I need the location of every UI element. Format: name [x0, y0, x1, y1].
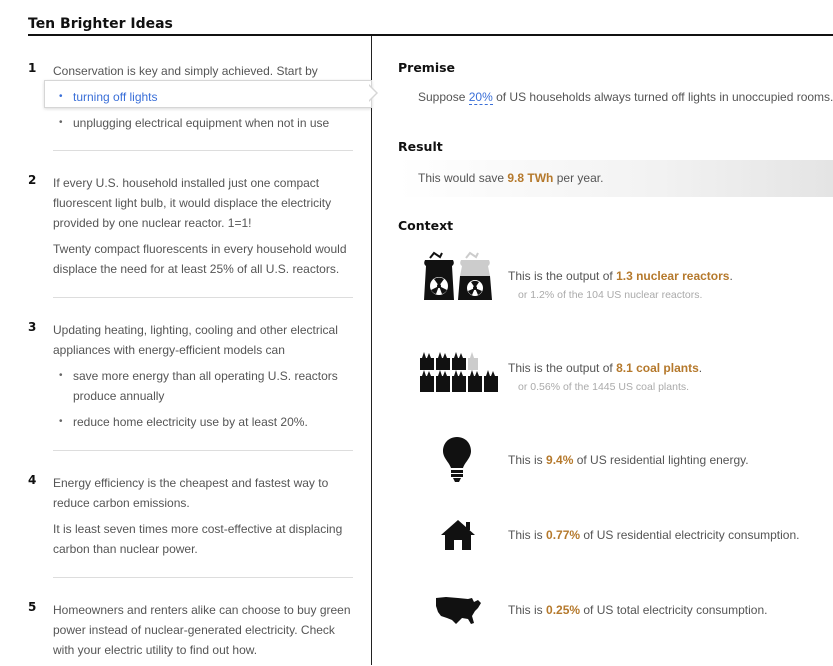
context-lighting-text: [508, 453, 749, 467]
idea-number: 5: [28, 600, 37, 614]
idea-bullets: [53, 366, 353, 432]
light-bulb-icon: [442, 436, 472, 484]
idea-3[interactable]: [28, 320, 354, 435]
context-nuclear-text: [508, 269, 733, 283]
idea-text: Conservation is key and simply achieved. Start by: [53, 64, 318, 78]
premise-suffix: of US households always turned off lights in unoccupied rooms.: [492, 90, 833, 104]
context-prefix: This is the output of: [508, 269, 617, 283]
context-nuclear-subtext: or 1.2% of the 104 US nuclear reactors.: [518, 289, 703, 301]
result-heading: Result: [398, 139, 443, 154]
context-value: 0.77%: [546, 528, 581, 542]
context-value: 8.1 coal plants: [616, 361, 699, 375]
idea-text-secondary: Twenty compact fluorescents in every household would displace the need for at least 25% of all U.S. reactors.: [53, 242, 347, 276]
page-title: Ten Brighter Ideas: [28, 16, 173, 32]
idea-text: Homeowners and renters alike can choose to buy green power instead of nuclear-generated electricity. Check with your electric utility to find out how.: [53, 603, 351, 657]
option-unplugging-equipment[interactable]: • unplugging electrical equipment when not in use: [53, 113, 353, 133]
nuclear-reactor-icon: [420, 250, 496, 302]
result-value: 9.8 TWh: [507, 171, 554, 185]
idea-4[interactable]: [28, 473, 354, 563]
idea-text-secondary: It is least seven times more cost-effective at displacing carbon than nuclear power.: [53, 522, 343, 556]
context-coal-subtext: or 0.56% of the 1445 US coal plants.: [518, 381, 690, 393]
context-value: 9.4%: [546, 453, 574, 467]
premise-percentage-control[interactable]: 20%: [468, 90, 493, 104]
idea-2[interactable]: [28, 173, 354, 283]
context-total-text: [508, 603, 767, 617]
title-rule: [28, 34, 833, 36]
context-suffix: of US total electricity consumption.: [580, 603, 768, 617]
idea-text: If every U.S. household installed just one compact fluorescent light bulb, it would displace the electricity provided by one nuclear reactor. 1=1!: [53, 176, 332, 230]
context-prefix: This is: [508, 528, 547, 542]
result-suffix: per year.: [553, 171, 604, 185]
house-icon: [440, 519, 476, 551]
premise-prefix: Suppose: [418, 90, 469, 104]
context-residential-text: [508, 528, 799, 542]
context-prefix: This is: [508, 603, 547, 617]
idea-separator: [53, 577, 353, 578]
idea-bullet: • save more energy than all operating U.S. reactors produce annually: [53, 366, 353, 406]
idea-5[interactable]: [28, 600, 354, 665]
idea-text: Updating heating, lighting, cooling and other electrical appliances with energy-efficient models can: [53, 323, 338, 357]
context-suffix: .: [698, 361, 703, 375]
us-map-icon: [434, 594, 482, 626]
idea-number: 2: [28, 173, 37, 187]
idea-number: 4: [28, 473, 37, 487]
idea-separator: [53, 150, 353, 151]
idea-1: [28, 61, 354, 141]
context-prefix: This is: [508, 453, 547, 467]
idea-bullet: • reduce home electricity use by at least 20%.: [53, 412, 353, 432]
idea-separator: [53, 450, 353, 451]
context-suffix: of US residential lighting energy.: [573, 453, 749, 467]
idea-separator: [53, 297, 353, 298]
context-suffix: .: [729, 269, 733, 283]
idea-number: 1: [28, 61, 37, 75]
context-value: 0.25%: [546, 603, 581, 617]
result-prefix: This would save: [418, 171, 508, 185]
option-turning-off-lights[interactable]: • turning off lights: [53, 87, 353, 107]
premise-heading: Premise: [398, 60, 456, 75]
premise-text: [418, 90, 833, 104]
idea-options: [53, 87, 353, 133]
context-prefix: This is the output of: [508, 361, 617, 375]
context-value: 1.3 nuclear reactors: [616, 269, 730, 283]
context-coal-text: [508, 361, 702, 375]
selected-option-pointer: [369, 84, 378, 102]
context-heading: Context: [398, 218, 454, 233]
column-divider: [371, 36, 372, 665]
context-suffix: of US residential electricity consumption.: [580, 528, 800, 542]
result-text: [418, 171, 603, 185]
idea-number: 3: [28, 320, 37, 334]
idea-text: Energy efficiency is the cheapest and fastest way to reduce carbon emissions.: [53, 476, 329, 510]
coal-plant-icon: [418, 350, 500, 394]
